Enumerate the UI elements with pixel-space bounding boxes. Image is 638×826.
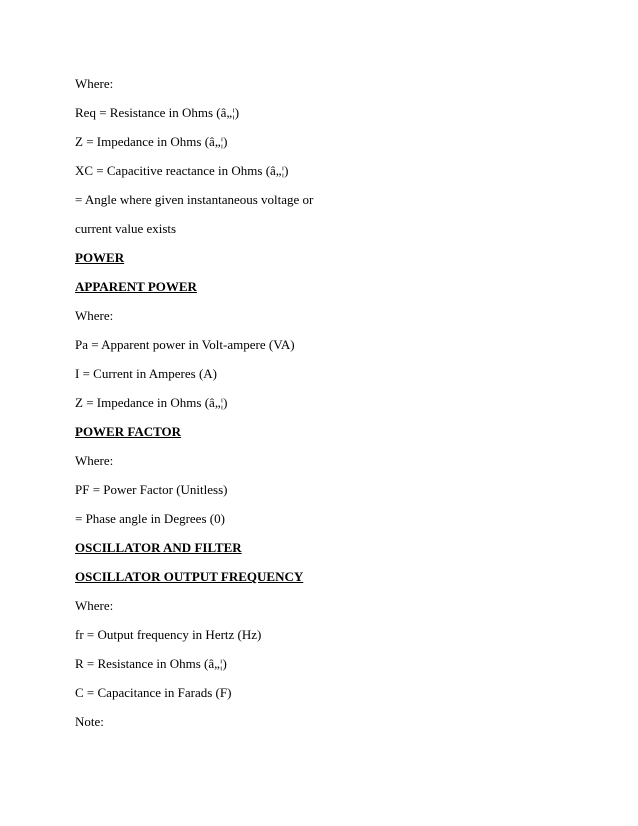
fr-definition: fr = Output frequency in Hertz (Hz) [75,627,262,642]
c-definition: C = Capacitance in Farads (F) [75,685,232,700]
angle-definition: = Angle where given instantaneous voltage or [75,192,314,207]
heading-apparent-power: APPARENT POWER [75,279,197,294]
where-label-4: Where: [75,598,114,613]
where-label-1: Where: [75,76,114,91]
note-label: Note: [75,714,104,729]
heading-power-factor: POWER FACTOR [75,424,182,439]
heading-oscillator-and-filter: OSCILLATOR AND FILTER [75,540,242,555]
where-label-3: Where: [75,453,114,468]
pf-definition: PF = Power Factor (Unitless) [75,482,228,497]
phase-angle-definition: = Phase angle in Degrees (0) [75,511,225,526]
where-label-2: Where: [75,308,114,323]
z-definition-1: Z = Impedance in Ohms (â„¦) [75,134,228,149]
angle-definition-cont: current value exists [75,221,177,236]
r-definition: R = Resistance in Ohms (â„¦) [75,656,227,671]
pa-definition: Pa = Apparent power in Volt-ampere (VA) [75,337,295,352]
z-definition-2: Z = Impedance in Ohms (â„¦) [75,395,228,410]
i-definition: I = Current in Amperes (A) [75,366,217,381]
req-definition: Req = Resistance in Ohms (â„¦) [75,105,240,120]
heading-power: POWER [75,250,125,265]
xc-definition: XC = Capacitive reactance in Ohms (â„¦) [75,163,289,178]
heading-oscillator-output-frequency: OSCILLATOR OUTPUT FREQUENCY [75,569,304,584]
